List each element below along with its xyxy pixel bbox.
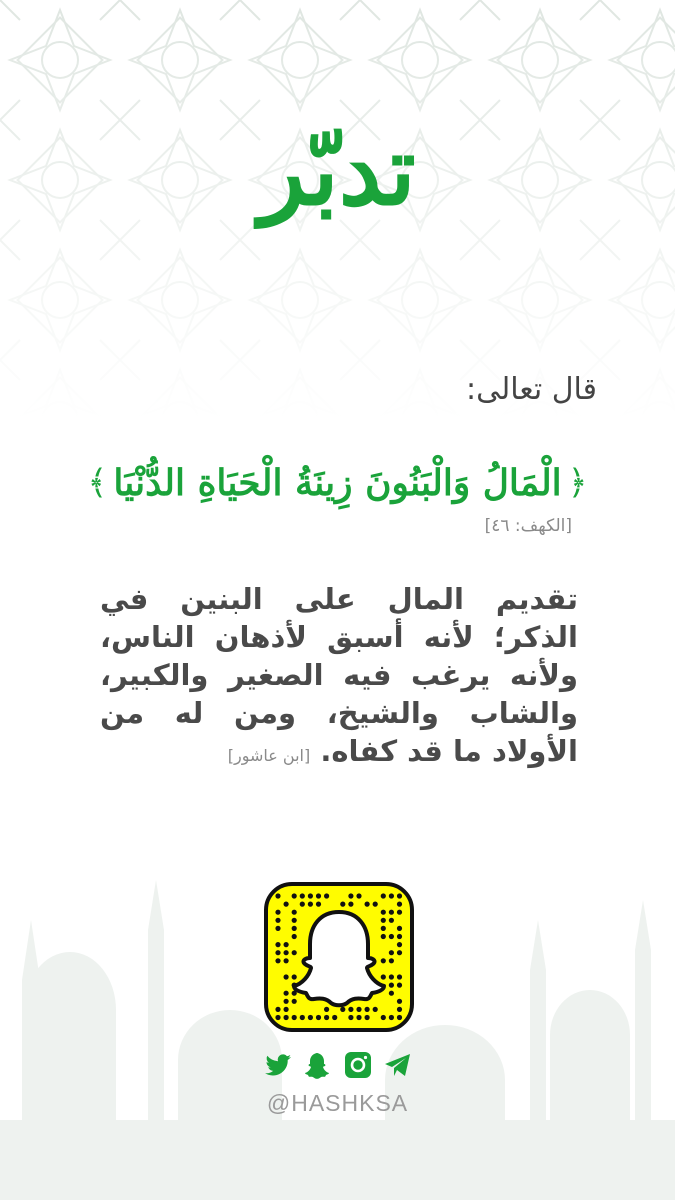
verse-text: الْمَالُ وَالْبَنُونَ زِينَةُ الْحَيَاةِ الدُّنْيَا (113, 462, 562, 504)
snapcode-dot (397, 893, 402, 898)
snapcode-dot (316, 1015, 321, 1020)
snapcode-dot (292, 934, 297, 939)
tafsir-text: تقديم المال على البنين في الذكر؛ لأنه أسبق لأذهان الناس، ولأنه يرغب فيه الصغير والكبير، والشاب والشيخ، ومن له من الأولاد ما قد كفاه. (100, 582, 578, 768)
snapcode-dot (324, 893, 329, 898)
snapcode-dot (365, 902, 370, 907)
snapcode-dot (340, 1007, 345, 1012)
verse-intro: قال تعالى: (465, 372, 597, 407)
snapcode-dot (300, 902, 305, 907)
snapcode-dot (284, 1015, 289, 1020)
snapcode-dot (308, 893, 313, 898)
snapcode-dot (389, 918, 394, 923)
snapcode-dot (316, 893, 321, 898)
surah-reference: [الكهف: ٤٦] (484, 516, 572, 536)
snapcode-dot (348, 1015, 353, 1020)
verse-close-ornament: ﴾ (87, 463, 108, 503)
snapcode-dot (284, 974, 289, 979)
tadabbur-logo: تدبّر (259, 114, 416, 227)
snapcode-qr[interactable] (264, 882, 414, 1032)
snapcode-dot (348, 1007, 353, 1012)
snapcode-dot (365, 1007, 370, 1012)
snapcode-dot (381, 910, 386, 915)
snapcode-dot (373, 902, 378, 907)
snapcode-dot (397, 942, 402, 947)
snapcode-dot (275, 942, 280, 947)
verse-open-ornament: ﴿ (567, 463, 588, 503)
snapcode-dot (389, 974, 394, 979)
snapcode-dot (397, 983, 402, 988)
telegram-icon[interactable] (382, 1049, 414, 1081)
snapcode-dot (292, 926, 297, 931)
twitter-icon[interactable] (262, 1049, 294, 1081)
snapcode-dot (397, 950, 402, 955)
snapcode-dot (275, 1015, 280, 1020)
snapcode-dot (397, 902, 402, 907)
snapcode-dot (300, 893, 305, 898)
snapcode-dot (324, 1015, 329, 1020)
snapcode-dot (292, 918, 297, 923)
snapcode-dot (397, 999, 402, 1004)
snapcode-dot (316, 902, 321, 907)
snapcode-dot (381, 974, 386, 979)
snapcode-dot (284, 958, 289, 963)
snapcode-dot (292, 893, 297, 898)
snapcode-dot (348, 902, 353, 907)
snapcode-dot (356, 893, 361, 898)
social-handle[interactable]: @HASHKSA (266, 1090, 409, 1116)
snapcode-dot (397, 1015, 402, 1020)
snapcode-dot (381, 918, 386, 923)
snapcode-dot (381, 1015, 386, 1020)
snapcode-dot (324, 1007, 329, 1012)
snapcode-dot (389, 934, 394, 939)
snapchat-icon[interactable] (302, 1049, 334, 1081)
snapcode-dot (381, 934, 386, 939)
snapcode-dot (284, 991, 289, 996)
snapcode-dot (389, 1015, 394, 1020)
snapcode-dot (356, 1007, 361, 1012)
snapcode-dot (284, 902, 289, 907)
snapcode-dot (308, 902, 313, 907)
snapcode-dot (389, 910, 394, 915)
tafsir-source: [ابن عاشور] (227, 746, 311, 765)
snapcode-dot (292, 974, 297, 979)
snapcode-dot (292, 999, 297, 1004)
snapcode-dot (275, 1007, 280, 1012)
snapcode-dot (397, 934, 402, 939)
instagram-icon[interactable] (342, 1049, 374, 1081)
snapcode-dot (308, 1015, 313, 1020)
snapcode-dot (397, 910, 402, 915)
snapcode-dot (275, 950, 280, 955)
snapcode-dot (275, 958, 280, 963)
snapcode-dot (275, 926, 280, 931)
snapcode-dot (292, 910, 297, 915)
snapcode-dot (389, 983, 394, 988)
snapcode-dot (381, 893, 386, 898)
social-icons (262, 1048, 414, 1082)
snapcode-dot (348, 893, 353, 898)
snapcode-dot (381, 926, 386, 931)
snapcode-dot (292, 1015, 297, 1020)
quran-verse (87, 448, 588, 518)
snapcode-dot (284, 1007, 289, 1012)
snapcode-dot (340, 902, 345, 907)
snapcode-dot (284, 999, 289, 1004)
snapcode-dot (292, 950, 297, 955)
snapcode-dot (356, 1015, 361, 1020)
snapcode-dot (389, 893, 394, 898)
snapcode-dot (381, 958, 386, 963)
snapcode-dot (397, 1007, 402, 1012)
tafsir-paragraph (100, 580, 578, 775)
snapcode-dot (389, 958, 394, 963)
snapcode-dot (284, 950, 289, 955)
snapcode-dot (373, 1007, 378, 1012)
snapcode-dot (389, 950, 394, 955)
snapcode-dot (332, 1015, 337, 1020)
snapcode-dot (284, 942, 289, 947)
snapcode-dot (275, 918, 280, 923)
snapcode-dot (275, 910, 280, 915)
snapcode-dot (397, 974, 402, 979)
snapcode-dot (275, 893, 280, 898)
snapcode-dot (389, 991, 394, 996)
snapcode-dot (300, 1015, 305, 1020)
snapcode-dot (397, 926, 402, 931)
snapcode-dot (365, 1015, 370, 1020)
